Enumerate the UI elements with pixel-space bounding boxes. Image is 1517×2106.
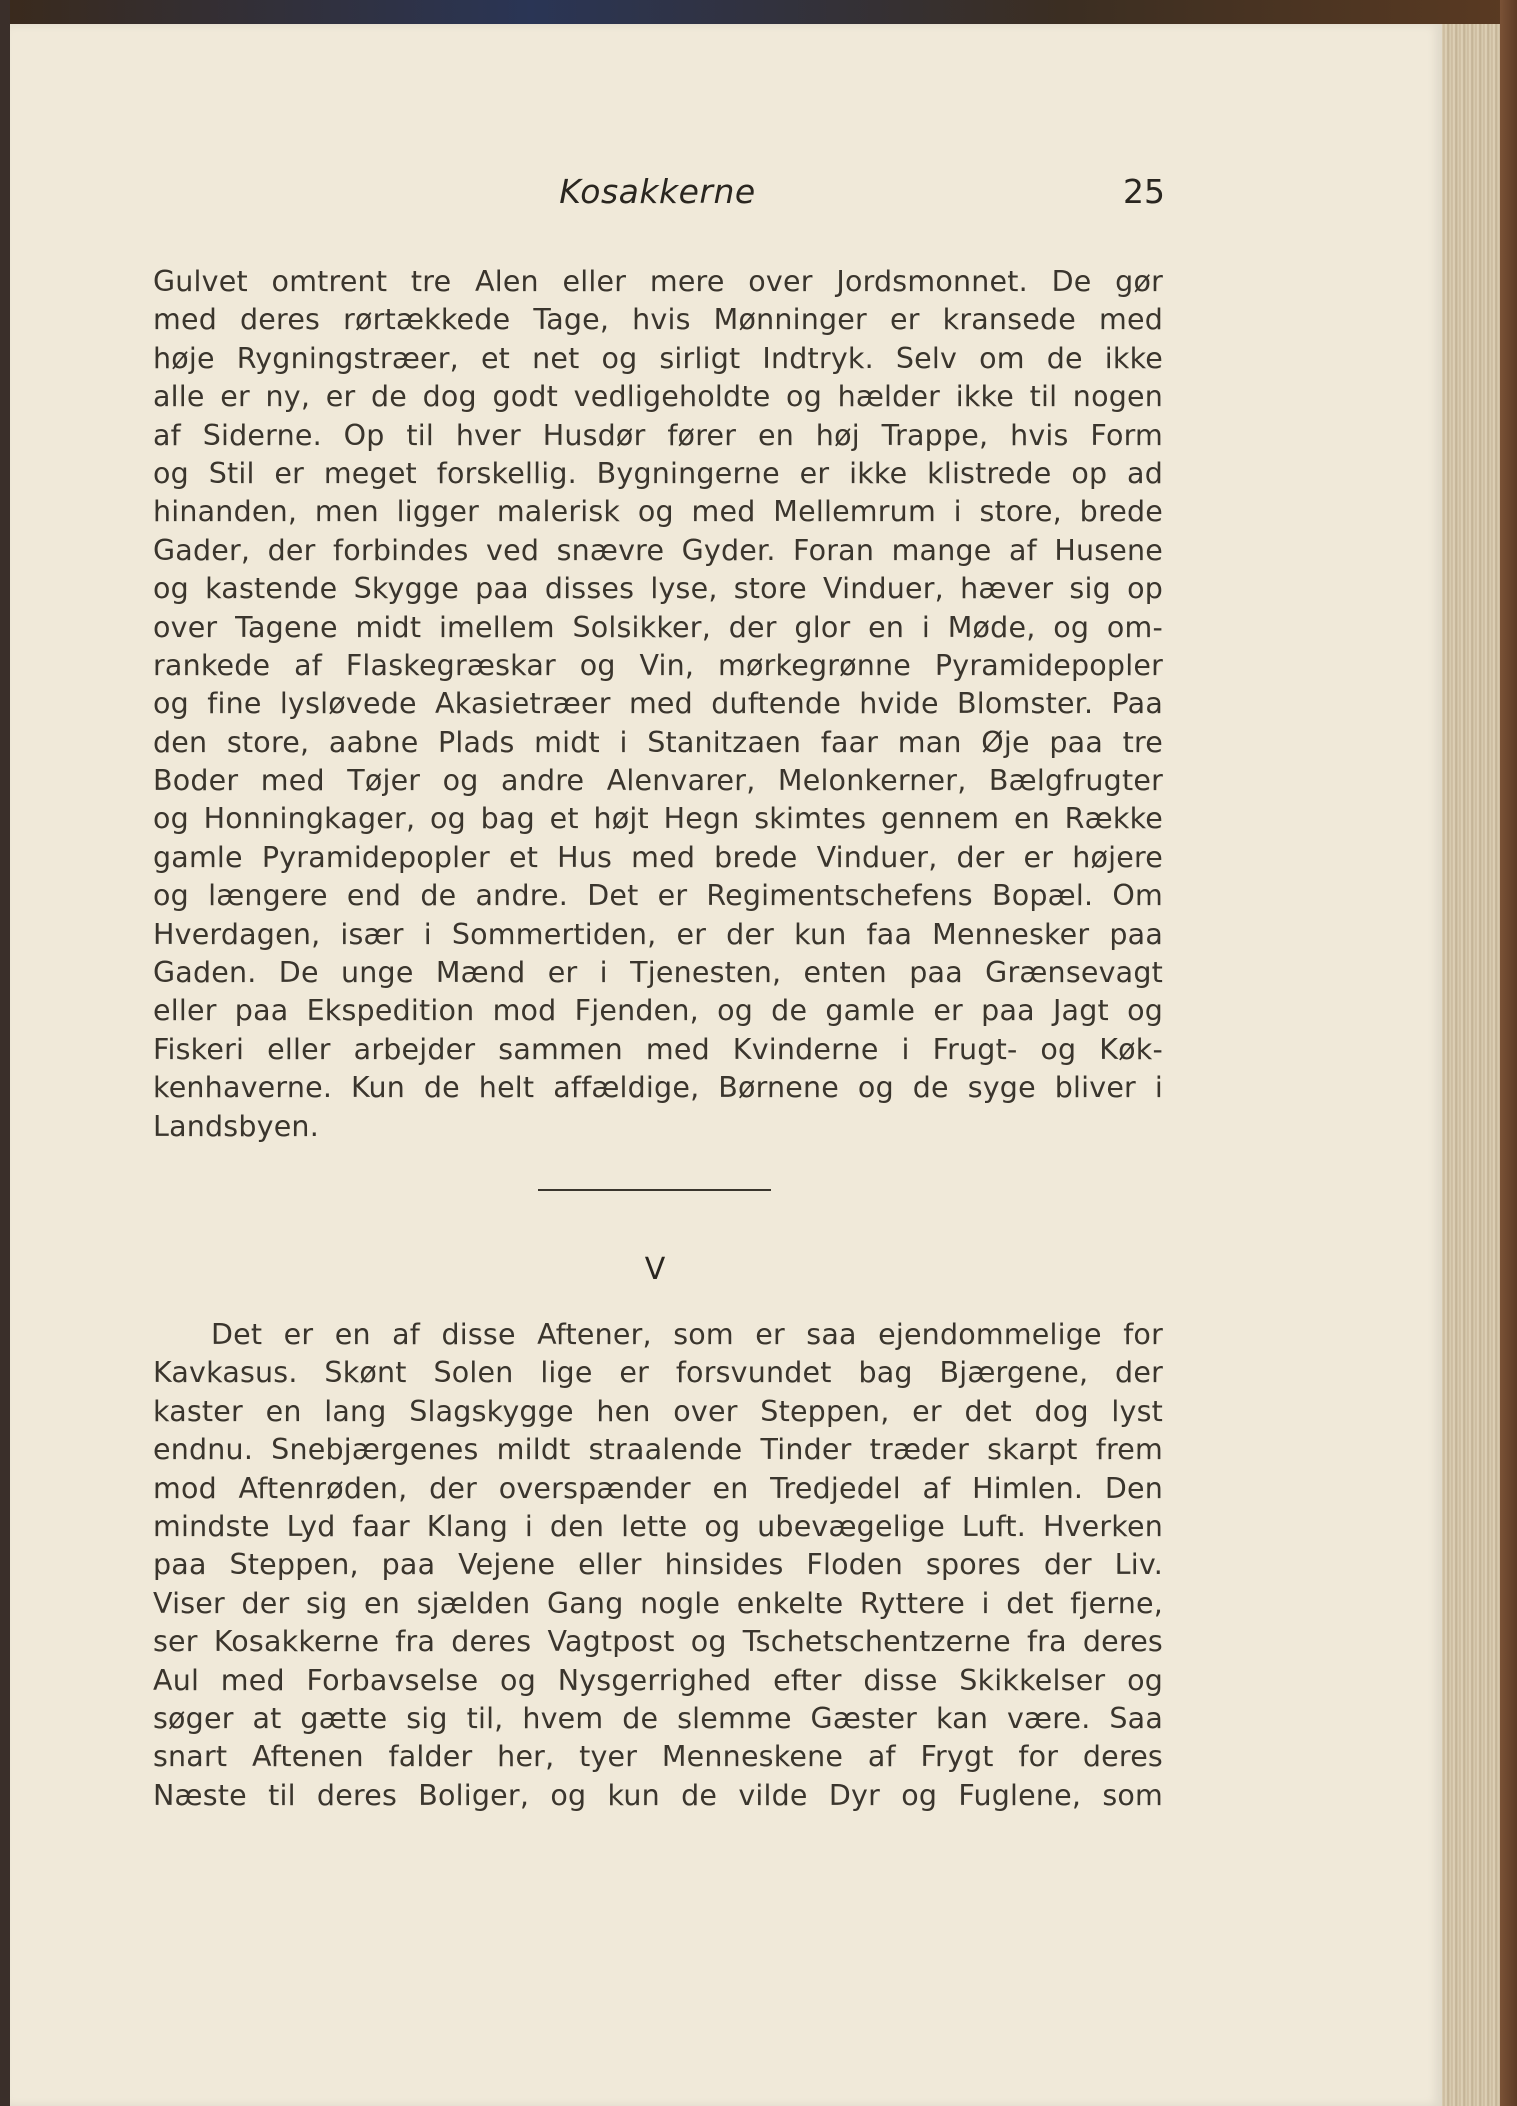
text-line: Det er en af disse Aftener, som er saa ejendommelige for (211, 1318, 1163, 1351)
text-line: Næste til deres Boliger, og kun de vilde Dyr og Fuglene, som (153, 1778, 1163, 1812)
book-left-edge (0, 0, 10, 2106)
text-line: over Tagene midt imellem Solsikker, der glor en i Møde, og om- (153, 610, 1163, 644)
text-line: rankede af Flaskegræskar og Vin, mørkegrønne Pyramidepopler (153, 648, 1163, 682)
text-line: og Honningkager, og bag et højt Hegn skimtes gennem en Række (153, 802, 1163, 836)
text-line: Aul med Forbavselse og Nysgerrighed efter disse Skikkelser og (153, 1663, 1163, 1697)
running-title: Kosakkerne (559, 172, 756, 211)
text-line: mindste Lyd faar Klang i den lette og ubevægelige Luft. Hverken (153, 1509, 1163, 1543)
text-line: Viser der sig en sjælden Gang nogle enkelte Ryttere i det fjerne, (153, 1586, 1163, 1620)
text-line: mod Aftenrøden, der overspænder en Tredjedel af Himlen. Den (153, 1471, 1163, 1505)
text-line: kenhaverne. Kun de helt affældige, Børnene og de syge bliver i (153, 1071, 1163, 1105)
text-line: endnu. Snebjærgenes mildt straalende Tinder træder skarpt frem (153, 1433, 1163, 1467)
paragraph-two (153, 1316, 1163, 1815)
text-line: paa Steppen, paa Vejene eller hinsides Floden spores der Liv. (153, 1548, 1163, 1582)
text-line: Gader, der forbindes ved snævre Gyder. Foran mange af Husene (153, 533, 1163, 567)
text-line: Gulvet omtrent tre Alen eller mere over Jordsmonnet. De gør (153, 265, 1163, 298)
text-line: gamle Pyramidepopler et Hus med brede Vinduer, der er højere (153, 840, 1163, 874)
text-line: af Siderne. Op til hver Husdør fører en høj Trappe, hvis Form (153, 418, 1163, 452)
page-number: 25 (1123, 172, 1165, 211)
text-line: Kavkasus. Skønt Solen lige er forsvundet bag Bjærgene, der (153, 1356, 1163, 1390)
section-divider-rule (538, 1189, 771, 1191)
text-line: høje Rygningstræer, et net og sirligt Indtryk. Selv om de ikke (153, 341, 1163, 375)
text-line: med deres rørtækkede Tage, hvis Mønninger er kransede med (153, 303, 1163, 337)
text-line: eller paa Ekspedition mod Fjenden, og de gamle er paa Jagt og (153, 994, 1163, 1028)
text-line: alle er ny, er de dog godt vedligeholdte og hælder ikke til nogen (153, 380, 1163, 414)
text-line: ser Kosakkerne fra deres Vagtpost og Tschetschentzerne fra deres (153, 1625, 1163, 1659)
text-line: og længere end de andre. Det er Regimentschefens Bopæl. Om (153, 879, 1163, 913)
text-line: Gaden. De unge Mænd er i Tjenesten, enten paa Grænsevagt (153, 956, 1163, 990)
paragraph-one (153, 263, 1163, 1146)
text-line: og fine lysløvede Akasietræer med duftende hvide Blomster. Paa (153, 687, 1163, 721)
page-stack-edge (1442, 24, 1500, 2106)
book-cover-edge (1500, 0, 1517, 2106)
section-heading: V (644, 1252, 666, 1287)
text-line: og kastende Skygge paa disses lyse, store Vinduer, hæver sig op (153, 572, 1163, 606)
text-line: kaster en lang Slagskygge hen over Steppen, er det dog lyst (153, 1394, 1163, 1428)
running-head (150, 172, 1165, 222)
text-line: Fiskeri eller arbejder sammen med Kvinderne i Frugt- og Køk- (153, 1032, 1163, 1066)
text-line: og Stil er meget forskellig. Bygningerne er ikke klistrede op ad (153, 456, 1163, 490)
text-line: den store, aabne Plads midt i Stanitzaen faar man Øje paa tre (153, 725, 1163, 759)
text-line: hinanden, men ligger malerisk og med Mellemrum i store, brede (153, 495, 1163, 529)
text-line: søger at gætte sig til, hvem de slemme Gæster kan være. Saa (153, 1701, 1163, 1735)
text-line: Landsbyen. (153, 1109, 319, 1143)
text-line: Hverdagen, især i Sommertiden, er der kun faa Mennesker paa (153, 917, 1163, 951)
text-line: Boder med Tøjer og andre Alenvarer, Melonkerner, Bælgfrugter (153, 764, 1163, 798)
text-line: snart Aftenen falder her, tyer Menneskene af Frygt for deres (153, 1740, 1163, 1774)
